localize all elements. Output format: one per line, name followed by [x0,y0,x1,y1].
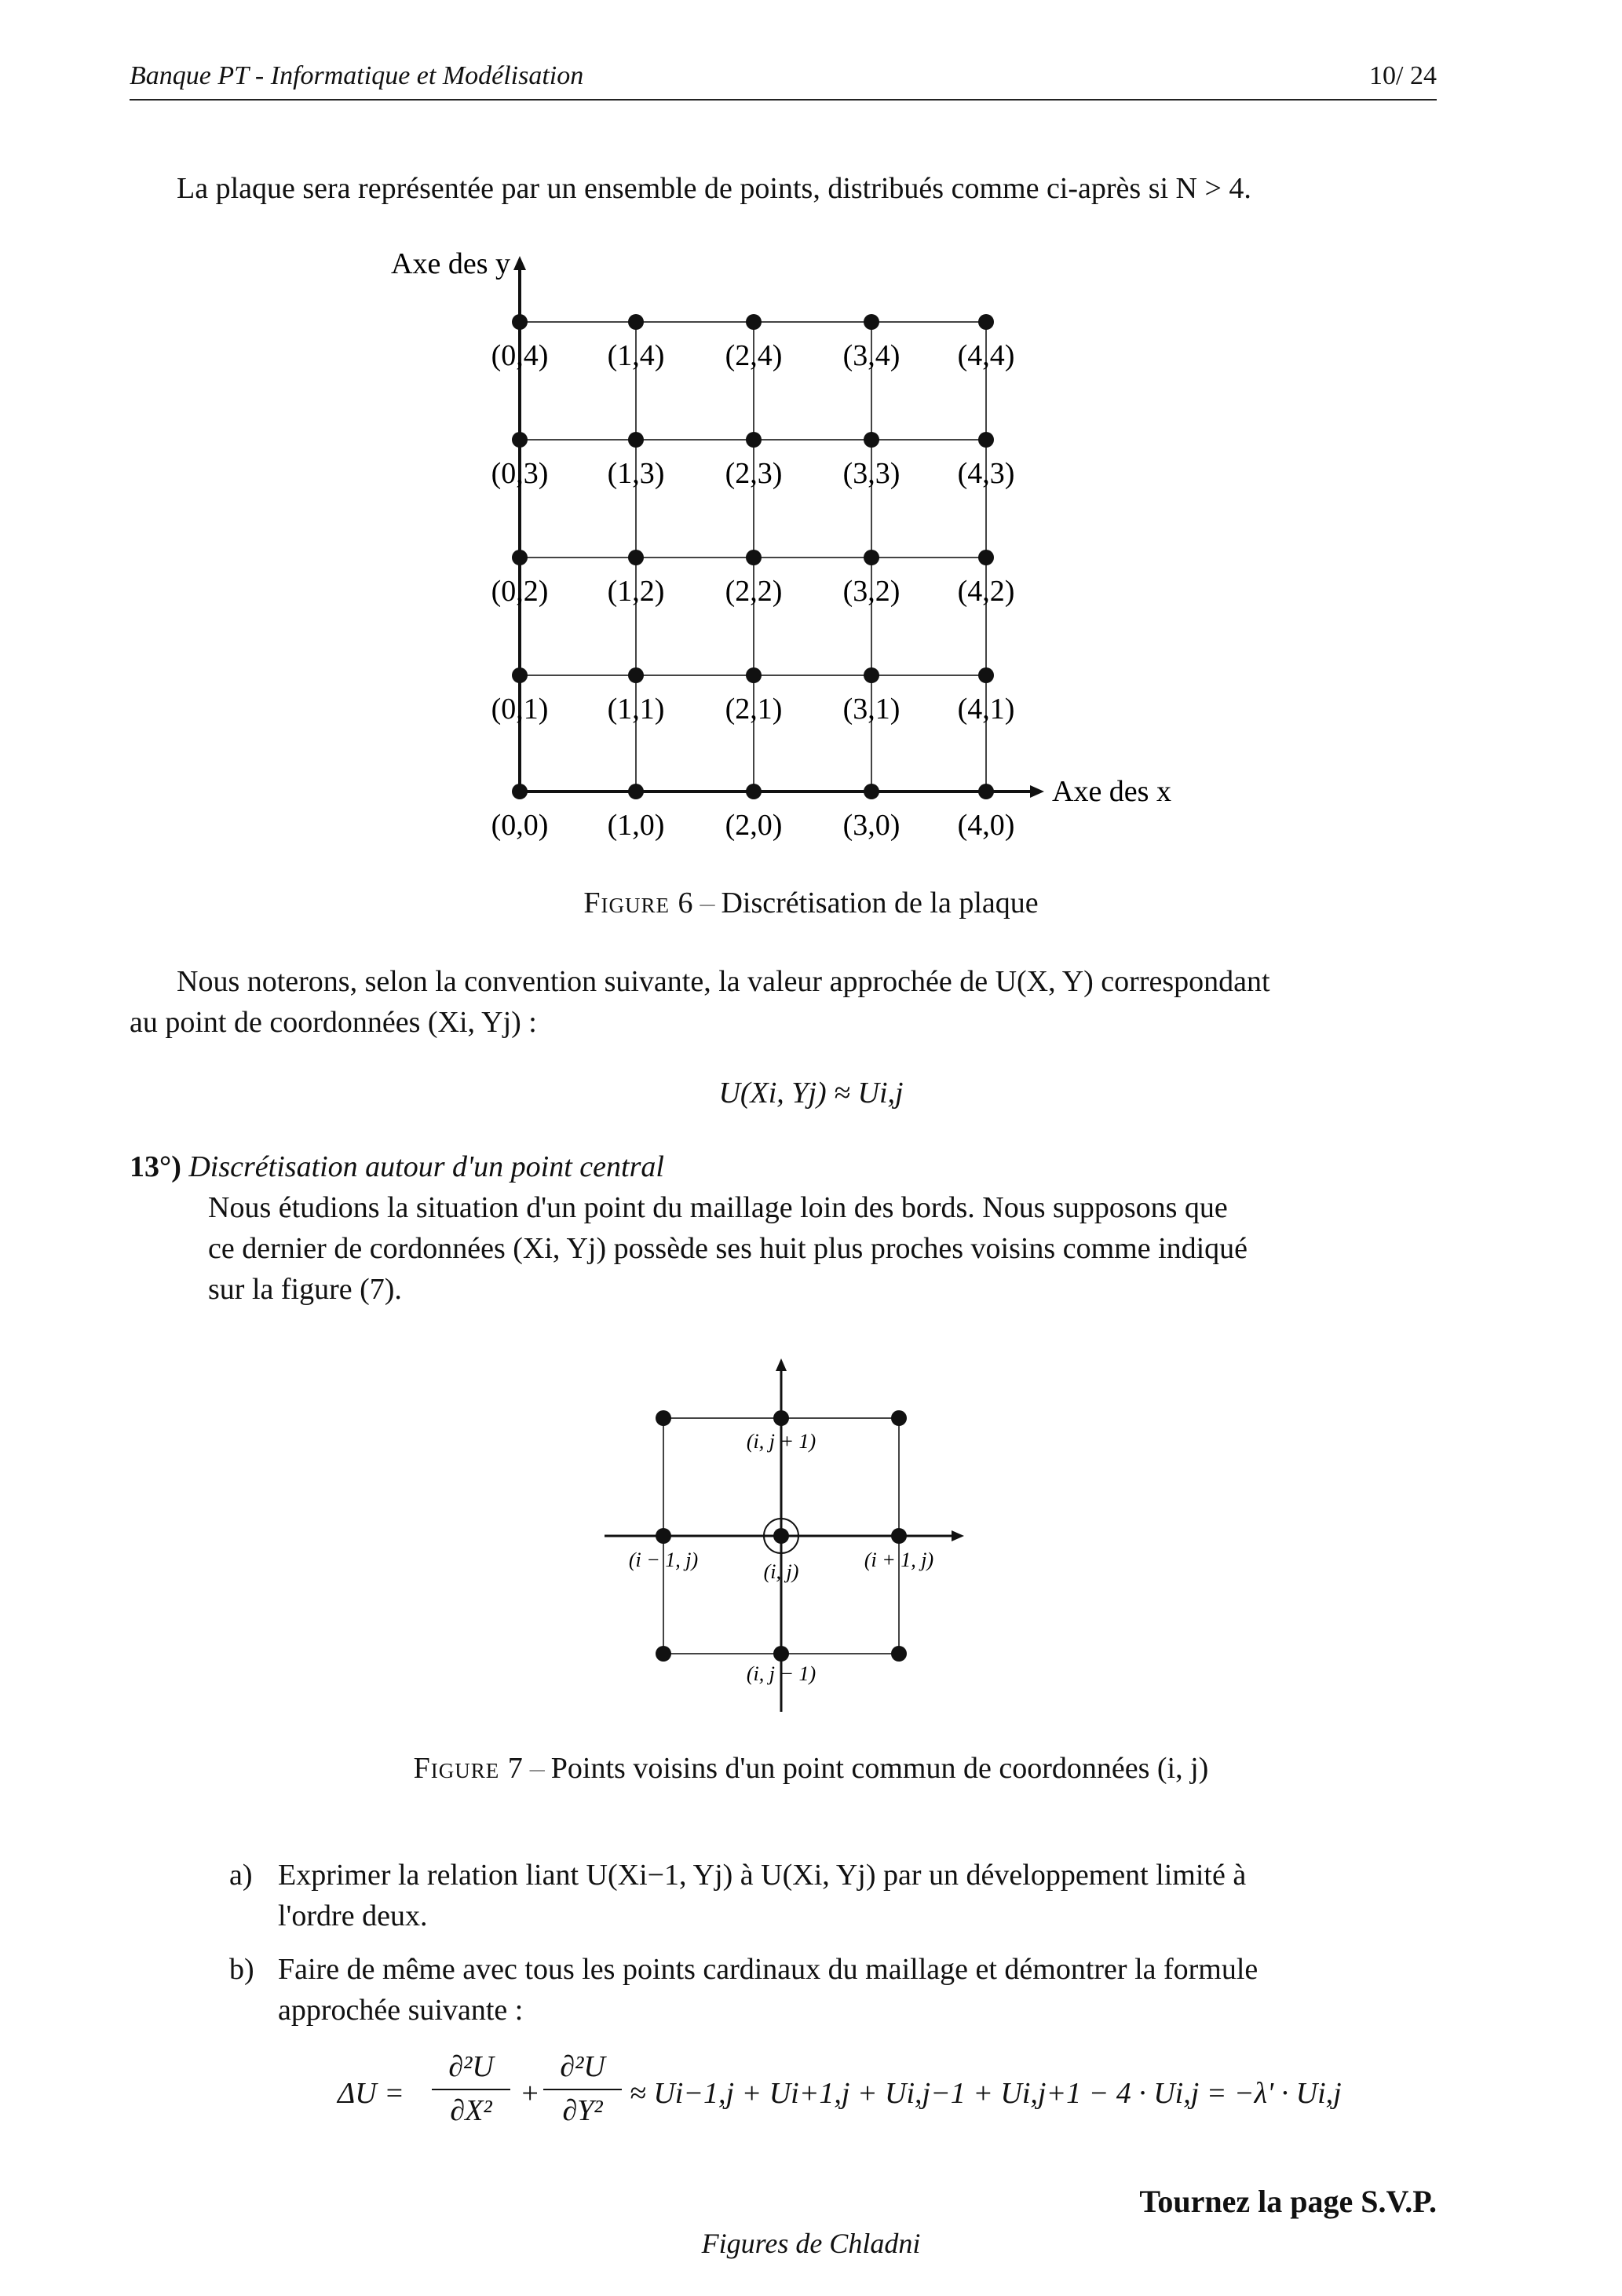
point-1-0 [628,784,644,799]
point-0-1 [512,667,528,683]
figure-7-stencil [581,1351,989,1727]
label-3-0: (3,0) [842,809,901,842]
item-a [229,1855,1438,1941]
item-a-label: a) [229,1859,253,1892]
neighbor-right [891,1528,907,1544]
convention-formula: U(Xi, Yj) ≈ Ui,j [718,1077,904,1110]
point-3-3 [864,432,879,448]
y-axis-label: Axe des y [391,247,510,280]
x-axis-label: Axe des x [1052,775,1171,808]
point-4-1 [978,667,994,683]
item-b [229,1949,1438,2035]
label-2-4: (2,4) [725,339,783,372]
label-2-2: (2,2) [725,575,783,608]
figure-7-caption-label: Figure 7 [413,1752,524,1785]
figure-6-caption: Figure 6 – Discrétisation de la plaque [583,887,1039,919]
corner-bottom-left [656,1646,671,1662]
convention-line-2: au point de coordonnées (Xi, Yj) : [130,1006,537,1039]
label-4-1: (4,1) [957,693,1015,726]
label-2-1: (2,1) [725,693,783,726]
neighbor-top [773,1410,789,1426]
intro-paragraph: La plaque sera représentée par un ensemble de points, distribués comme ci-après si N > 4. [177,172,1251,205]
center-point [773,1528,789,1544]
point-0-2 [512,550,528,565]
figure-7-caption: Figure 7 – Points voisins d'un point commun de coordonnées (i, j) [413,1752,1209,1785]
label-0-3: (0,3) [491,457,549,490]
frac1-bar [432,2089,510,2090]
point-2-2 [746,550,762,565]
figure-6-grid [353,236,1256,864]
point-4-4 [978,314,994,330]
point-1-3 [628,432,644,448]
question-13-title: Discrétisation autour d'un point central [188,1150,664,1183]
label-0-0: (0,0) [491,809,549,842]
label-1-4: (1,4) [607,339,665,372]
label-3-3: (3,3) [842,457,901,490]
frac2-bar [543,2089,622,2090]
label-4-4: (4,4) [957,339,1015,372]
formula-plus: + [520,2077,540,2110]
point-1-2 [628,550,644,565]
question-13-line-1: Nous étudions la situation d'un point du maillage loin des bords. Nous supposons que [208,1191,1228,1224]
y-axis-arrow-icon [513,256,526,270]
label-1-3: (1,3) [607,457,665,490]
label-0-4: (0,4) [491,339,549,372]
label-3-1: (3,1) [842,693,901,726]
point-4-0 [978,784,994,799]
convention-line-1: Nous noterons, selon la convention suivante, la valeur approchée de U(X, Y) correspondant [177,965,1270,998]
point-4-3 [978,432,994,448]
footer-subject: Figures de Chladni [701,2228,921,2259]
turn-page-note: Tournez la page S.V.P. [1139,2184,1437,2219]
label-left: (i − 1, j) [628,1548,699,1571]
frac2-numerator: ∂²U [560,2050,605,2083]
point-3-2 [864,550,879,565]
neighbor-left [656,1528,671,1544]
corner-bottom-right [891,1646,907,1662]
point-2-1 [746,667,762,683]
figure-6-caption-text: Discrétisation de la plaque [721,887,1039,919]
point-2-3 [746,432,762,448]
point-0-0 [512,784,528,799]
label-4-2: (4,2) [957,575,1015,608]
corner-top-right [891,1410,907,1426]
item-b-line-2: approchée suivante : [278,1994,524,2027]
label-2-3: (2,3) [725,457,783,490]
label-center: (i, j) [763,1560,799,1583]
label-3-4: (3,4) [842,339,901,372]
neighbor-bottom [773,1646,789,1662]
point-3-0 [864,784,879,799]
question-13-number: 13°) [130,1150,181,1183]
header-title: Banque PT - Informatique et Modélisation [130,61,584,90]
label-1-0: (1,0) [607,809,665,842]
page-header [130,61,1437,101]
page-number: 10/ 24 [1369,61,1437,90]
label-0-2: (0,2) [491,575,549,608]
item-b-line-1: Faire de même avec tous les points cardinaux du maillage et démontrer la formule [278,1953,1259,1986]
point-0-4 [512,314,528,330]
point-1-4 [628,314,644,330]
point-3-4 [864,314,879,330]
frac2-denominator: ∂Y² [562,2094,603,2127]
stencil-y-arrow-icon [776,1358,787,1371]
point-0-3 [512,432,528,448]
laplacian-formula [338,2049,1452,2136]
point-2-4 [746,314,762,330]
label-4-0: (4,0) [957,809,1015,842]
point-3-1 [864,667,879,683]
point-4-2 [978,550,994,565]
question-13-line-3: sur la figure (7). [208,1273,402,1306]
figure-7-caption-text: Points voisins d'un point commun de coordonnées (i, j) [550,1752,1209,1785]
label-bottom: (i, j − 1) [746,1662,816,1685]
formula-lhs: ΔU = [338,2077,404,2110]
question-13-heading [130,1146,1464,1187]
question-13-line-2: ce dernier de cordonnées (Xi, Yj) possède ses huit plus proches voisins comme indiqué [208,1232,1248,1265]
stencil-x-arrow-icon [952,1530,964,1541]
corner-top-left [656,1410,671,1426]
label-1-1: (1,1) [607,693,665,726]
item-a-line-1: Exprimer la relation liant U(Xi−1, Yj) à U(Xi, Yj) par un développement limité à [278,1859,1247,1892]
frac1-denominator: ∂X² [450,2094,492,2127]
label-2-0: (2,0) [725,809,783,842]
item-b-label: b) [229,1953,254,1986]
point-1-1 [628,667,644,683]
figure-6-caption-label: Figure 6 [583,887,694,919]
label-top: (i, j + 1) [746,1430,816,1453]
point-2-0 [746,784,762,799]
label-3-2: (3,2) [842,575,901,608]
x-axis-arrow-icon [1030,785,1044,798]
label-4-3: (4,3) [957,457,1015,490]
label-right: (i + 1, j) [864,1548,934,1571]
item-a-line-2: l'ordre deux. [278,1899,428,1932]
label-0-1: (0,1) [491,693,549,726]
formula-rhs: ≈ Ui−1,j + Ui+1,j + Ui,j−1 + Ui,j+1 − 4 · Ui,j = −λ' · Ui,j [630,2077,1342,2110]
label-1-2: (1,2) [607,575,665,608]
frac1-numerator: ∂²U [448,2050,494,2083]
